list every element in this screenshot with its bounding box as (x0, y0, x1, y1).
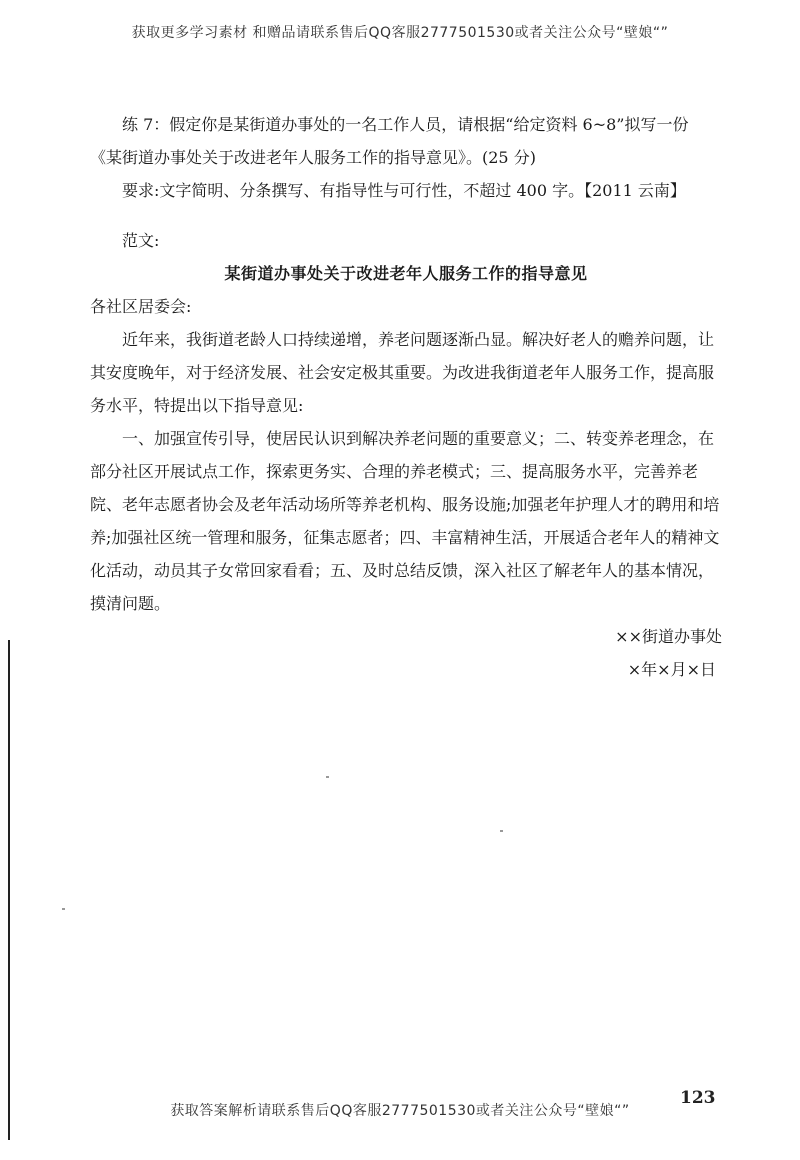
sample-label: 范文: (122, 231, 160, 250)
scan-speck (326, 776, 329, 778)
header-promo-text: 获取更多学习素材 和赠品请联系售后QQ客服2777501530或者关注公众号“壁娘“” (131, 25, 669, 41)
sample-paragraph-intro: 近年来，我街道老龄人口持续递增，养老问题逐渐凸显。解决好老人的赡养问题，让其安度晚年，对于经济发展、社会安定极其重要。为改进我街道老年人服务工作，提高服务水平，特提出以下指导意见: (90, 330, 715, 415)
exercise-requirement: 要求:文字简明、分条撰写、有指导性与可行性，不超过 400 字。【2011 云南】 (122, 181, 686, 200)
signature-organization: ××街道办事处 (615, 627, 722, 646)
sample-paragraph-measures: 一、加强宣传引导，使居民认识到解决养老问题的重要意义；二、转变养老理念，在部分社区开展试点工作，探索更务实、合理的养老模式；三、提高服务水平，完善养老院、老年志愿者协会及老年活动场所等养老机构、服务设施;加强老年护理人才的聘用和培养;加强社区统一管理和服务，征集志愿者；四、丰富精神生活，开展适合老年人的精神文化活动，动员其子女常回家看看；五、及时总结反馈，深入社区了解老年人的基本情况，摸清问题。 (90, 429, 720, 613)
exercise-prompt-line2: 《某街道办事处关于改进老年人服务工作的指导意见》。(25 分) (90, 148, 536, 167)
sample-salutation: 各社区居委会: (90, 297, 192, 316)
sample-document-title: 某街道办事处关于改进老年人服务工作的指导意见 (224, 264, 588, 283)
scan-speck (62, 908, 65, 910)
scan-speck (500, 830, 503, 832)
page-number: 123 (680, 1088, 716, 1108)
main-content (90, 108, 722, 686)
scan-page-edge (8, 640, 10, 1140)
footer-promo-text: 获取答案解析请联系售后QQ客服2777501530或者关注公众号“壁娘“” (170, 1103, 630, 1119)
signature-date: ×年×月×日 (627, 660, 716, 679)
exercise-prompt-line1: 练 7：假定你是某街道办事处的一名工作人员，请根据“给定资料 6~8”拟写一份 (122, 115, 689, 134)
